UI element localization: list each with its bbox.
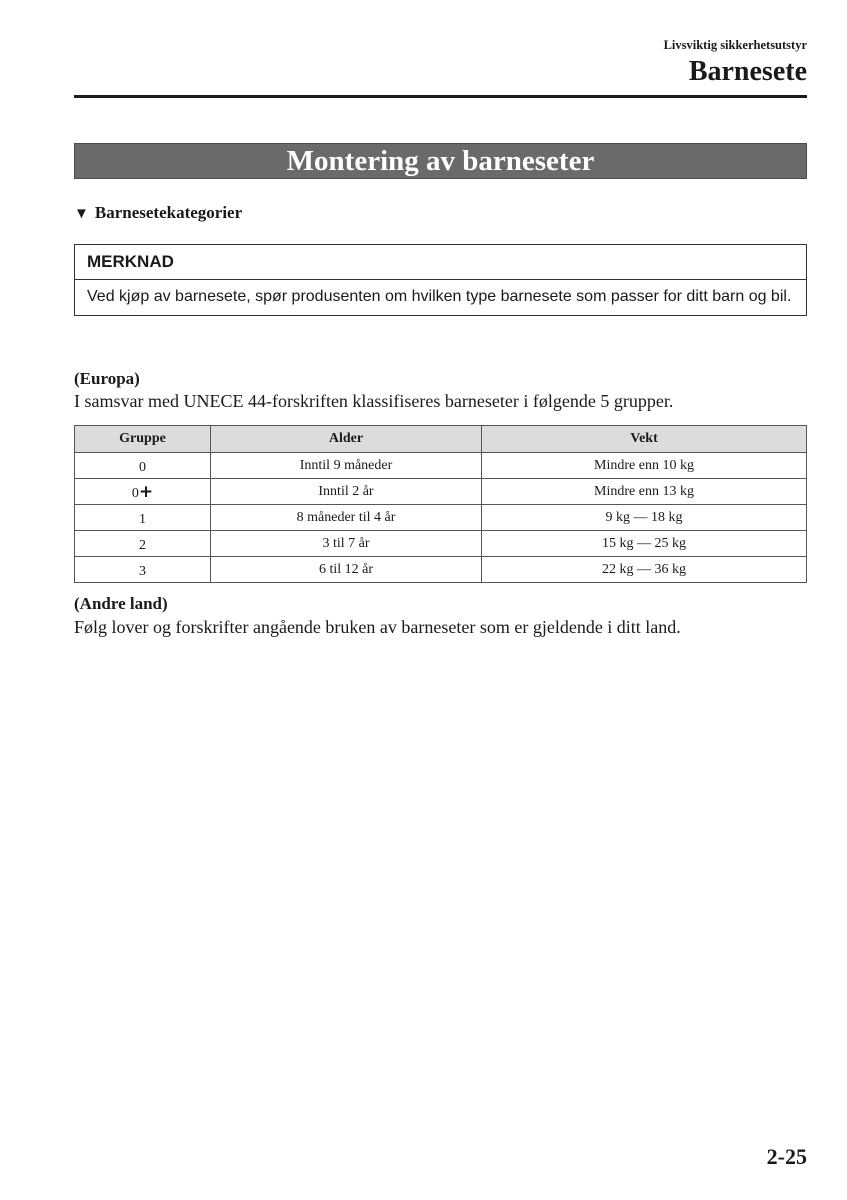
cell-alder: 6 til 12 år xyxy=(211,557,482,583)
cell-vekt: 22 kg — 36 kg xyxy=(482,557,807,583)
cell-gruppe: 2 xyxy=(75,531,211,557)
cell-alder: Inntil 2 år xyxy=(211,479,482,505)
running-header-section: Livsviktig sikkerhetsutstyr xyxy=(663,38,807,52)
table-row xyxy=(75,479,807,505)
subsection-heading xyxy=(74,203,242,223)
cell-vekt: Mindre enn 10 kg xyxy=(482,453,807,479)
triangle-down-icon: ▼ xyxy=(74,206,89,222)
note-box xyxy=(74,244,807,316)
europa-heading: (Europa) xyxy=(74,369,140,388)
cell-gruppe: 1 xyxy=(75,505,211,531)
cell-gruppe: 0 xyxy=(75,453,211,479)
table-row xyxy=(75,557,807,583)
plus-icon: + xyxy=(138,481,154,502)
note-body: Ved kjøp av barnesete, spør produsenten om hvilken type barnesete som passer for ditt barn og bil. xyxy=(87,288,792,305)
cell-gruppe: 0+ xyxy=(75,479,211,505)
cell-vekt: 15 kg — 25 kg xyxy=(482,531,807,557)
cell-alder: 8 måneder til 4 år xyxy=(211,505,482,531)
table-row xyxy=(75,453,807,479)
running-header-title: Barnesete xyxy=(688,56,807,87)
cell-vekt: Mindre enn 13 kg xyxy=(482,479,807,505)
subsection-title: Barnesetekategorier xyxy=(94,203,243,222)
cell-gruppe: 3 xyxy=(75,557,211,583)
andre-text: Følg lover og forskrifter angående bruken av barneseter som er gjeldende i ditt land. xyxy=(74,617,681,637)
table-row xyxy=(75,531,807,557)
header-alder: Alder xyxy=(211,426,482,453)
header-vekt: Vekt xyxy=(482,426,807,453)
page-number: 2-25 xyxy=(766,1144,807,1169)
cell-alder: Inntil 9 måneder xyxy=(211,453,482,479)
table-header-row xyxy=(75,426,807,453)
cell-alder: 3 til 7 år xyxy=(211,531,482,557)
header-gruppe: Gruppe xyxy=(75,426,211,453)
cell-vekt: 9 kg — 18 kg xyxy=(482,505,807,531)
note-title: MERKNAD xyxy=(75,245,806,280)
group-table xyxy=(74,425,807,583)
andre-heading: (Andre land) xyxy=(74,594,168,613)
header-divider xyxy=(74,95,807,98)
section-banner: Montering av barneseter xyxy=(74,143,807,179)
table-row xyxy=(75,505,807,531)
europa-text: I samsvar med UNECE 44-forskriften klassifiseres barneseter i følgende 5 grupper. xyxy=(74,391,674,411)
